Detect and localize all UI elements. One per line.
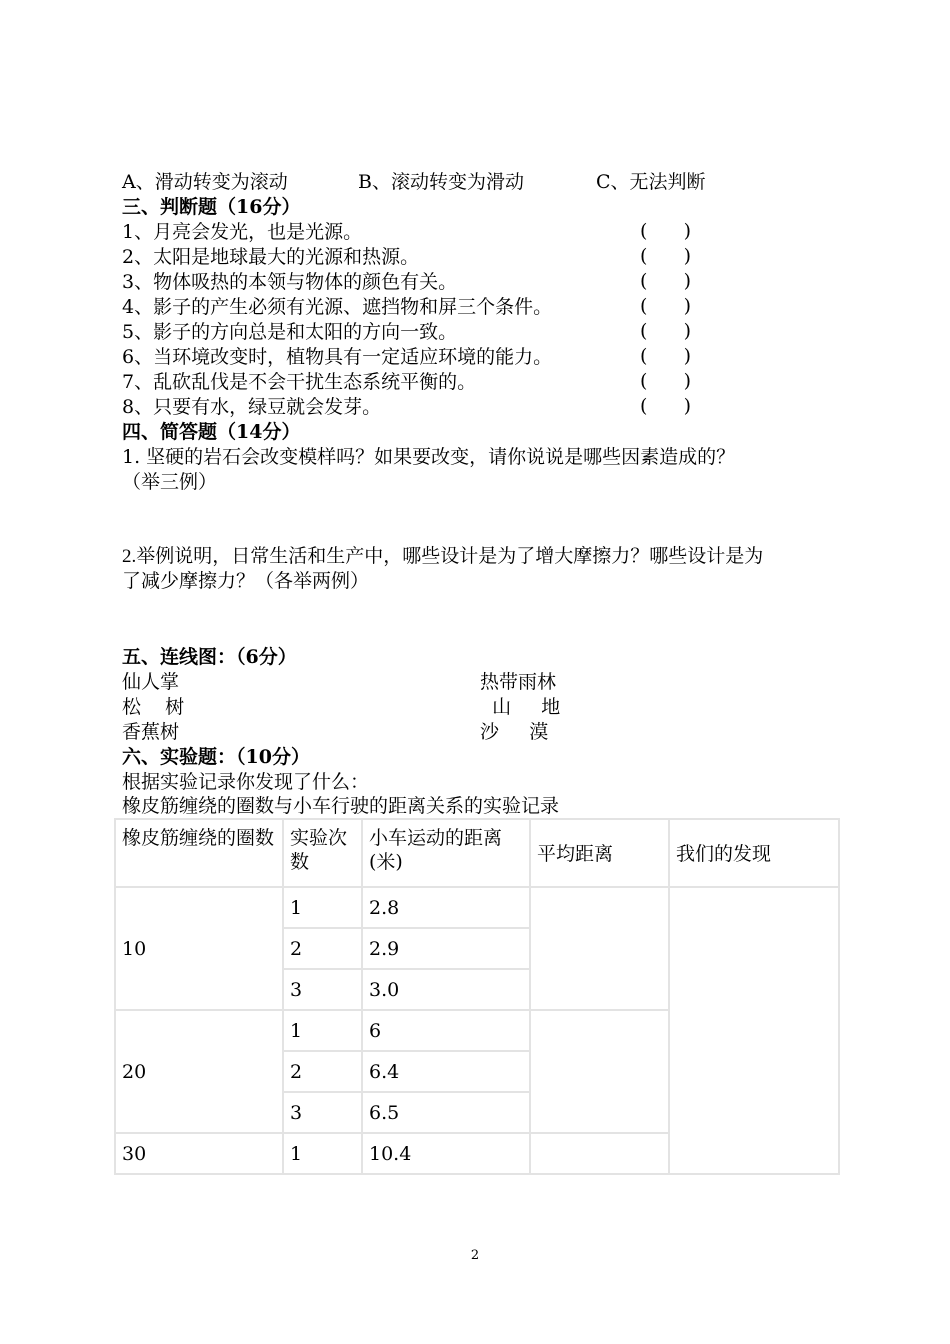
question-2-line2: 了减少摩擦力？（各举两例） <box>122 570 370 592</box>
trial-cell: 3 <box>283 969 362 1010</box>
table-row <box>115 887 839 928</box>
trial-cell: 3 <box>283 1092 362 1133</box>
question-1-line2: （举三例） <box>122 471 218 493</box>
match-left-2[interactable]: 松 树 <box>122 696 185 718</box>
experiment-table <box>114 818 840 1175</box>
match-right-1[interactable]: 热带雨林 <box>480 671 557 693</box>
distance-cell: 2.8 <box>362 887 530 928</box>
table-header-row <box>115 819 839 887</box>
distance-cell: 10.4 <box>362 1133 530 1174</box>
distance-cell: 6.5 <box>362 1092 530 1133</box>
trial-cell: 2 <box>283 1051 362 1092</box>
judge-text: 8、只要有水，绿豆就会发芽。 <box>122 396 382 418</box>
judge-answer-7[interactable]: ( ) <box>640 370 692 392</box>
judge-text: 4、影子的产生必须有光源、遮挡物和屏三个条件。 <box>122 296 553 318</box>
option-b: B、滚动转变为滑动 <box>358 171 524 193</box>
match-right-2[interactable]: 山 地 <box>480 696 561 718</box>
judge-answer-3[interactable]: ( ) <box>640 270 692 292</box>
judge-text: 7、乱砍乱伐是不会干扰生态系统平衡的。 <box>122 371 477 393</box>
judge-item-1 <box>122 220 362 245</box>
question-2-line1: 2.举例说明，日常生活和生产中，哪些设计是为了增大摩擦力？哪些设计是为 <box>122 546 764 567</box>
turns-cell: 20 <box>115 1010 283 1133</box>
question-1-line1: 1. 坚硬的岩石会改变模样吗？如果要改变，请你说说是哪些因素造成的？ <box>122 446 736 468</box>
judge-answer-5[interactable]: ( ) <box>640 320 692 342</box>
section6-title: 六、实验题：（10分） <box>122 746 310 768</box>
judge-answer-4[interactable]: ( ) <box>640 295 692 317</box>
match-left-3[interactable]: 香蕉树 <box>122 721 180 743</box>
judge-text: 2、太阳是地球最大的光源和热源。 <box>122 246 420 268</box>
distance-cell: 2.9 <box>362 928 530 969</box>
page-number: 2 <box>470 1248 480 1263</box>
header-trial: 实验次数 <box>283 819 362 887</box>
trial-cell: 2 <box>283 928 362 969</box>
judge-item-5 <box>122 320 457 345</box>
judge-answer-8[interactable]: ( ) <box>640 395 692 417</box>
judge-item-8 <box>122 395 381 420</box>
section3-title: 三、判断题（16分） <box>122 196 301 218</box>
judge-item-4 <box>122 295 552 320</box>
trial-cell: 1 <box>283 1010 362 1051</box>
judge-item-7 <box>122 370 476 395</box>
judge-item-6 <box>122 345 552 370</box>
trial-cell: 1 <box>283 887 362 928</box>
judge-answer-1[interactable]: ( ) <box>640 220 692 242</box>
findings-cell[interactable] <box>669 887 839 1174</box>
match-left-1[interactable]: 仙人掌 <box>122 671 180 693</box>
match-right-3[interactable]: 沙 漠 <box>480 721 549 743</box>
section5-title: 五、连线图：（6分） <box>122 646 297 668</box>
judge-answer-2[interactable]: ( ) <box>640 245 692 267</box>
judge-item-3 <box>122 270 457 295</box>
distance-cell: 3.0 <box>362 969 530 1010</box>
average-cell[interactable] <box>530 1133 669 1174</box>
distance-cell: 6.4 <box>362 1051 530 1092</box>
judge-text: 1、月亮会发光，也是光源。 <box>122 221 363 243</box>
header-average: 平均距离 <box>530 819 669 887</box>
average-cell[interactable] <box>530 887 669 1010</box>
section4-title: 四、简答题（14分） <box>122 421 301 443</box>
section6-intro: 根据实验记录你发现了什么： <box>122 771 370 793</box>
header-turns: 橡皮筋缠绕的圈数 <box>115 819 283 887</box>
turns-cell: 30 <box>115 1133 283 1174</box>
option-c: C、无法判断 <box>596 171 706 193</box>
judge-text: 6、当环境改变时，植物具有一定适应环境的能力。 <box>122 346 553 368</box>
distance-cell: 6 <box>362 1010 530 1051</box>
header-distance: 小车运动的距离(米) <box>362 819 530 887</box>
judge-text: 5、影子的方向总是和太阳的方向一致。 <box>122 321 458 343</box>
judge-answer-6[interactable]: ( ) <box>640 345 692 367</box>
turns-cell: 10 <box>115 887 283 1010</box>
judge-item-2 <box>122 245 419 270</box>
option-a: A、滑动转变为滚动 <box>122 171 288 193</box>
judge-text: 3、物体吸热的本领与物体的颜色有关。 <box>122 271 458 293</box>
average-cell[interactable] <box>530 1010 669 1133</box>
table-caption: 橡皮筋缠绕的圈数与小车行驶的距离关系的实验记录 <box>122 795 560 817</box>
header-findings: 我们的发现 <box>669 819 839 887</box>
trial-cell: 1 <box>283 1133 362 1174</box>
